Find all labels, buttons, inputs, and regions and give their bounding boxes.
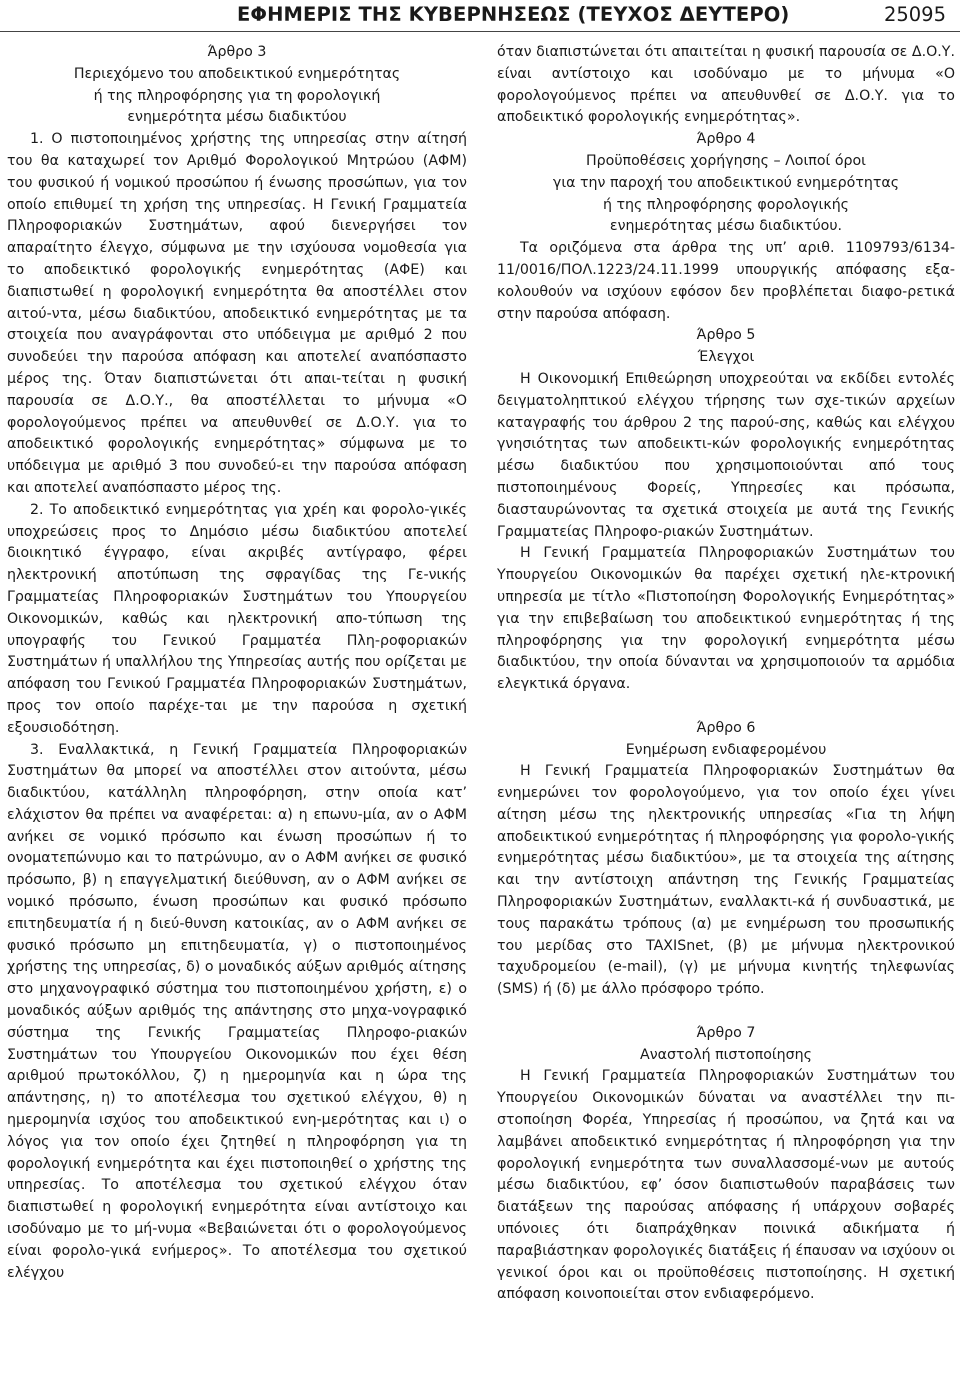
- paragraph: 1. Ο πιστοποιημένος χρήστης της υπηρεσίας στην αίτησή του θα καταχωρεί τον Αριθμό Φορολογικού Μητρώου (ΑΦΜ) του φυσικού ή νομικού προσώπου ή ένωσης προσώπων, για τον οποίο επιθυμεί τη χρήση της υπηρεσίας. Η Γενική Γραμματεία Πληροφοριακών Συστημάτων, αφού διενεργήσει τον απαραίτητο έλεγχο, σύμφωνα με την ισχύουσα νομοθεσία για το αποδεικτικό φορολογικής ενημερότητας (ΑΦΕ) και διαπιστωθεί η φορολογική ενημερότητα θα αποστέλλει στον αιτού-ντα, μέσω διαδικτύου, αποδεικτικό ενημερότητας με τα στοιχεία που αναγράφονται στο υπόδειγμα με αριθμό 2 που συνοδεύει την παρούσα απόφαση και αποτελεί αναπόσπαστο μέρος της. Όταν διαπιστώνεται ότι απαι-τείται η φυσική παρουσία σε Δ.Ο.Υ., θα αποστέλλεται το μήνυμα «Ο φορολογούμενος πρέπει να απευθυνθεί σε Δ.Ο.Υ. για το αποδεικτικό φορολογικής ενημερότητας» σύμφωνα με το υπόδειγμα με αριθμό 3 που συνοδεύ-ει την παρούσα απόφαση και αποτελεί αναπόσπαστο μέρος της.: [7, 131, 467, 496]
- article-heading: ή της πληροφόρησης φορολογικής: [602, 196, 850, 213]
- article-heading: Έλεγχοι: [697, 349, 755, 366]
- paragraph: 2. Το αποδεικτικό ενημερότητας για χρέη και φορολο-γικές υποχρεώσεις προς το Δημόσιο μέσω διαδικτύου αποτελεί διοικητικό έγγραφο, είναι ακριβές αντίγραφο, φέρει ηλεκτρονική αποτύπωση της σφραγίδας της Γε-νικής Γραμματείας Πληροφοριακών Συστημάτων του Υπουργείου Οικονομικών, καθώς και ηλεκτρονική απο-τύπωση της υπογραφής του Γενικού Γραμματέα Πλη-ροφοριακών Συστημάτων ή υπαλλήλου της Υπηρεσίας αυτής που ορίζεται με απόφαση του Γενικού Γραμματέα Πληροφοριακών Συστημάτων, προς τον οποίο παρέχε-ται με την παρούσα η σχετική εξουσιοδότηση.: [7, 501, 467, 736]
- paragraph: Η Γενική Γραμματεία Πληροφοριακών Συστημάτων του Υπουργείου Οικονομικών θα παρέχει σχετική ηλε-κτρονική υπηρεσία με τίτλο «Πιστοποίηση Φορολογικής Ενημερότητας» για την επιβεβαίωση του αποδεικτικού ενημερότητας ή της πληροφόρησης για την φορολογική ενημερότητα μέσω διαδικτύου, την οποία δύνανται να χρησιμοποιούν τα αρμόδια ελεγκτικά όργανα.: [497, 545, 955, 693]
- header-rule: [0, 31, 960, 32]
- article-heading: Αναστολή πιστοποίησης: [640, 1046, 812, 1063]
- paragraph: Η Οικονομική Επιθεώρηση υποχρεούται να εκδίδει εντολές δειγματοληπτικού ελέγχου τήρησης των σχε-τικών αρχείων καταγραφής του άρθρου 2 της παρού-σης, καθώς και ελέγχου γνησιότητας των αποδεικτι-κών φορολογικής ενημερότητας μέσω διαδικτύου που χρησιμοποιούνται από τους πιστοποιημένους Φορείς, Υπηρεσίες και πρόσωπα, διασταυρώνοντας τα σχετικά στοιχεία με αυτά της Γενικής Γραμματείας Πληροφο-ριακών Συστημάτων.: [497, 370, 955, 540]
- article-heading: Άρθρο 4: [696, 131, 756, 148]
- paragraph: Η Γενική Γραμματεία Πληροφοριακών Συστημάτων του Υπουργείου Οικονομικών δύναται να αναστέλλει την πι-στοποίηση Φορέα, Υπηρεσίας ή προσώπου, να ζητά και να λαμβάνει αποδεικτικό ενημερότητας ή πληροφόρηση για την φορολογική ενημερότητα των συναλλασσομέ-νων με αυτούς μέσω διαδικτύου, εφ’ όσον διαπιστωθούν παραβάσεις των διατάξεων της παρούσας απόφασης ή υπάρχουν σοβαρές υπόνοιες ότι διαπράχθηκαν ποινικά αδικήματα ή παραβιάστηκαν φορολογικές διατάξεις ή έπαυσαν να ισχύουν οι γενικοί όροι και οι προϋποθέσεις πιστοποίησης. Η σχετική απόφαση κοινοποιείται στον ενδιαφερόμενο.: [497, 1068, 955, 1303]
- paragraph: Τα οριζόμενα στα άρθρα της υπ’ αριθ. 1109793/6134-11/0016/ΠΟΛ.1223/24.11.1999 υπουργικής απόφασης εξα-κολουθούν να ισχύουν εφόσον δεν προβλέπεται διαφο-ρετικά στην παρούσα απόφαση.: [497, 240, 955, 322]
- gazette-title: ΕΦΗΜΕΡΙΣ ΤΗΣ ΚΥΒΕΡΝΗΣΕΩΣ (ΤΕΥΧΟΣ ΔΕΥΤΕΡΟ): [237, 3, 790, 26]
- paragraph-gap: [497, 1001, 955, 1023]
- article-heading: ενημερότητας μέσω διαδικτύου.: [609, 218, 843, 235]
- article-heading: Άρθρο 7: [696, 1024, 756, 1041]
- article-heading: Άρθρο 6: [696, 719, 756, 736]
- article-heading: Προϋποθέσεις χορήγησης – Λοιποί όροι: [585, 152, 866, 169]
- left-column: [7, 42, 467, 1284]
- article-heading: για την παροχή του αποδεικτικού ενημερότητας: [552, 174, 900, 191]
- page-header: [0, 0, 960, 30]
- article-heading: Περιεχόμενο του αποδεικτικού ενημερότητας: [73, 65, 401, 82]
- article-heading: ενημερότητα μέσω διαδικτύου: [127, 109, 347, 126]
- right-column: [497, 42, 955, 1306]
- article-heading: Άρθρο 5: [696, 327, 756, 344]
- paragraph: όταν διαπιστώνεται ότι απαιτείται η φυσική παρουσία σε Δ.Ο.Υ. είναι αντίστοιχο και ισοδύναμο με το μήνυμα «Ο φορολογούμενος πρέπει να απευθυνθεί σε Δ.Ο.Υ. για το αποδεικτικό φορολογικής ενημερότητας».: [497, 44, 955, 126]
- paragraph: Η Γενική Γραμματεία Πληροφοριακών Συστημάτων θα ενημερώνει τον φορολογούμενο, για τον οποίο έχει γίνει αίτηση μέσω της ηλεκτρονικής υπηρεσίας «Για τη λήψη αποδεικτικού ενημερότητας ή πληροφόρησης για φορολο-γικής ενημερότητας μέσω διαδικτύου», με τα στοιχεία της αίτησης και την αντίστοιχη απάντηση της Γενικής Γραμματείας Πληροφοριακών Συστημάτων, εναλλακτι-κά ή συνδυαστικά, με τους παρακάτω τρόπους (α) με ενημέρωση του προσωπικής του μερίδας στο TAXISnet, (β) με μήνυμα ηλεκτρονικού ταχυδρομείου (e-mail), (γ) με μήνυμα κινητής τηλεφωνίας (SMS) ή (δ) με άλλο πρόσφορο τρόπο.: [497, 763, 955, 998]
- article-heading: Ενημέρωση ενδιαφερομένου: [625, 741, 827, 758]
- article-heading: Άρθρο 3: [207, 44, 267, 60]
- paragraph: 3. Εναλλακτικά, η Γενική Γραμματεία Πληροφοριακών Συστημάτων θα μπορεί να αποστέλλει στον αιτούντα, μέσω διαδικτύου, κατάλληλη πληροφόρηση, στην οποία κατ’ ελάχιστον θα πρέπει να αναφέρεται: α) η επωνυ-μία, αν ο ΑΦΜ ανήκει σε νομικό πρόσωπο και ένωση προσώπων ή το ονοματεπώνυμο και το πατρώνυμο, αν ο ΑΦΜ ανήκει σε φυσικό πρόσωπο, β) η επαγγελματική διεύθυνση, αν ο ΑΦΜ ανήκει σε νομικό πρόσωπο, ένωση προσώπων και φυσικό πρόσωπο επιτηδευματία ή η διεύ-θυνση κατοικίας, αν ο ΑΦΜ ανήκει σε φυσικό πρόσωπο μη επιτηδευματία, γ) ο πιστοποιημένος χρήστης της υπηρεσίας, δ) ο μοναδικός αύξων αριθμός αίτησης στο μηχανογραφικό σύστημα του πιστοποιημένου χρήστη, ε) ο μοναδικός αύξων αριθμός της απάντησης στο μηχα-νογραφικό σύστημα της Γενικής Γραμματείας Πληροφο-ριακών Συστημάτων του Υπουργείου Οικονομικών που έχει θέση αριθμού πρωτοκόλλου, ζ) η ημερομηνία και η ώρα της απάντησης, η) το αποτέλεσμα του σχετικού ελέγχου, θ) η ημερομηνία ισχύος του αποδεικτικού ενη-μερότητας και ι) ο λόγος για τον οποίο έχει ζητηθεί η πληροφόρηση για τη φορολογική ενημερότητα και έχει πιστοποιηθεί ο χρήστης της υπηρεσίας. Το αποτέλεσμα του σχετικού ελέγχου όταν διαπιστωθεί η φορολογική ενημερότητα είναι αντίστοιχο και ισοδύναμο με το μή-νυμα «Βεβαιώνεται ότι ο φορολογούμενος είναι φορολο-γικά ενήμερος». Το αποτέλεσμα του σχετικού ελέγχου: [7, 741, 467, 1281]
- article-heading: ή της πληροφόρησης για τη φορολογική: [93, 87, 381, 104]
- page-number: 25095: [883, 3, 946, 26]
- paragraph-gap: [497, 696, 955, 718]
